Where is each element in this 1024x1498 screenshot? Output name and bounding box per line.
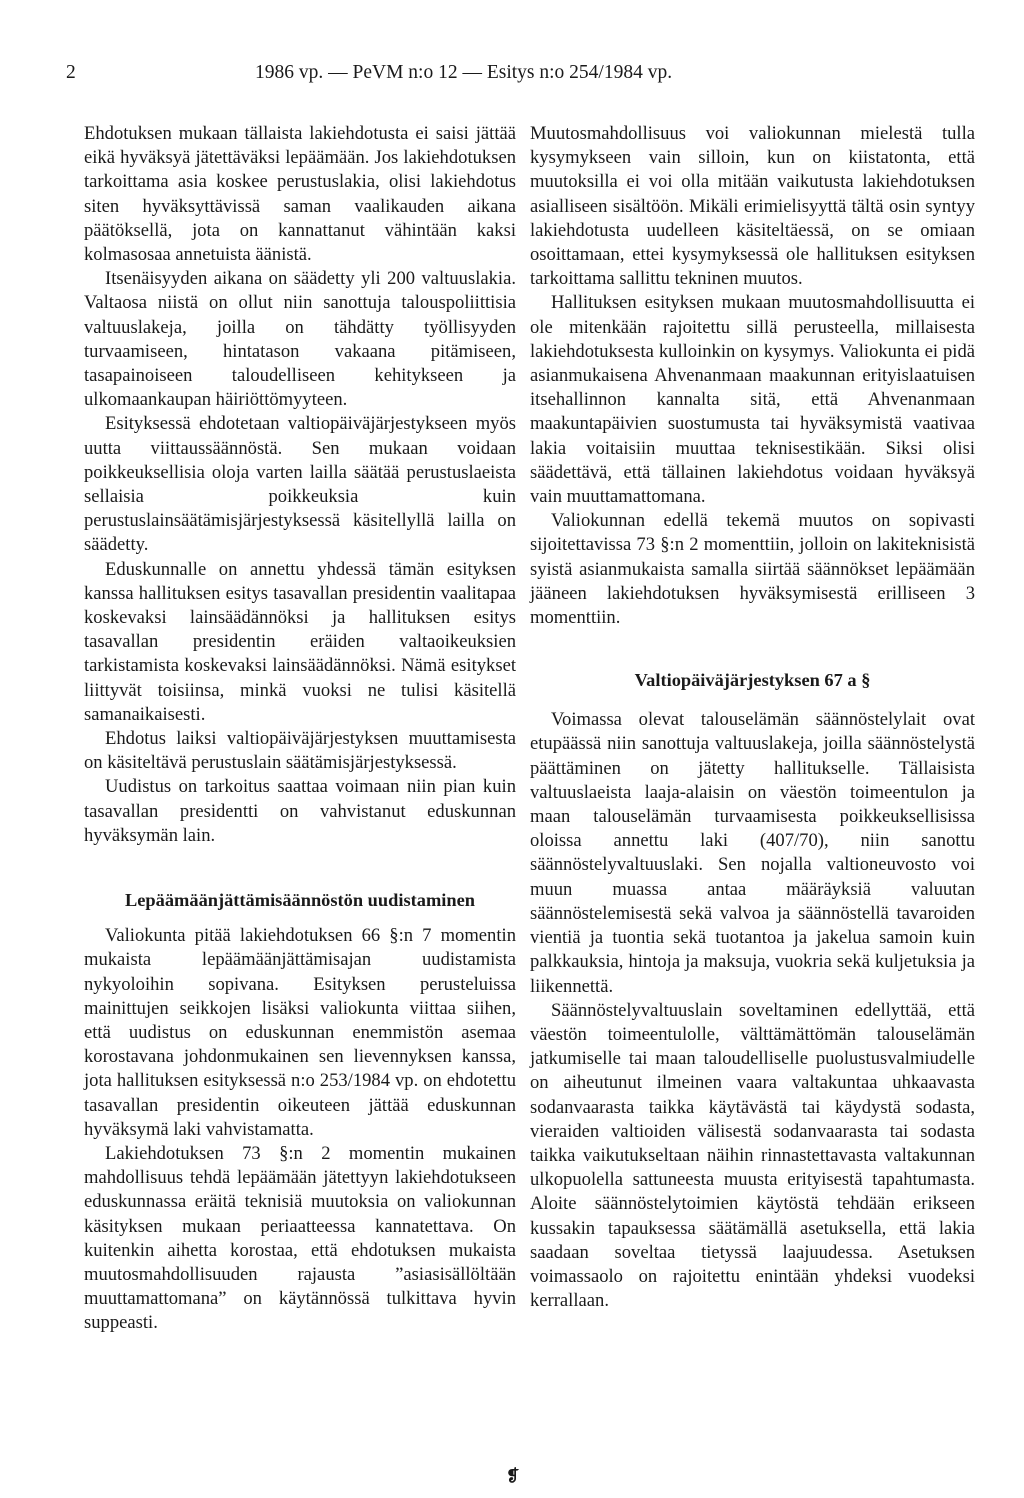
paragraph: Eduskunnalle on annettu yhdessä tämän esityksen kanssa hallituksen esitys tasavallan presidentin vaalitapaa koskevaksi lainsäädännöksi ja hallituksen esitys tasavallan presidentin eräiden valtaoikeuksien tarkistamista koskevaksi lainsäädännöksi. Nämä esitykset liittyvät toisiinsa, minkä vuoksi ne tulisi käsitellä samanaikaisesti. <box>84 558 516 725</box>
page-number: 2 <box>66 62 76 83</box>
paragraph: Itsenäisyyden aikana on säädetty yli 200 valtuuslakia. Valtaosa niistä on ollut niin sanottuja talouspoliittisia valtuuslakeja, joilla on tähdätty työllisyyden turvaamiseen, hintatason vakaana pitämiseen, tasapainoiseen taloudelliseen kehitykseen ja ulkomaankaupan häiriöttömyyteen. <box>84 268 516 411</box>
running-head: 1986 vp. — PeVM n:o 12 — Esitys n:o 254/1984 vp. <box>255 62 673 83</box>
paragraph: Muutosmahdollisuus voi valiokunnan mielestä tulla kysymykseen vain silloin, kun on kiistatonta, että muutoksilla ei voi olla mitään vaikutusta lakiehdotuksen asialliseen sisältöön. Mikäli erimielisyyttä tältä osin syntyy lakiehdotusta uudelleen käsiteltäessä, on se omiaan osoittamaan, ettei kysymyksessä ole hallituksen esityksen tarkoittama sallittu tekninen muutos. <box>530 123 975 290</box>
paragraph: Uudistus on tarkoitus saattaa voimaan niin pian kuin tasavallan presidentti on vahvistanut eduskunnan hyväksymän lain. <box>84 776 516 846</box>
paragraph: Hallituksen esityksen mukaan muutosmahdollisuutta ei ole mitenkään rajoitettu sillä perusteella, millaisesta lakiehdotuksesta kulloinkin on kysymys. Valiokunta ei pidä asianmukaisena Ahvenanmaan maakunnan erityislaatuisen itsehallinnon kannalta sitä, että Ahvenanmaan maakuntapäivien suostumusta tai hyväksymistä vaativaa lakia voitaisiin muuttaa teknisestikään. Siksi olisi säädettävä, että tällainen lakiehdotus voidaan hyväksyä vain muuttamattomana. <box>530 292 975 508</box>
paragraph: Voimassa olevat talouselämän säännöstelylait ovat etupäässä niin sanottuja valtuuslakeja, joilla säännöstelystä päättäminen on jätetty hallitukselle. Tällaisista valtuuslaeista laaja-alaisin on väestön toimeentulon ja maan talouselämän turvaamisesta poikkeuksellisissa oloissa annettu laki (407/70), niin sanottu säännöstelyvaltuuslaki. Sen nojalla valtioneuvosto voi muun muassa antaa määräyksiä valuutan säännöstelemisestä sekä valvoa ja säännöstellä tavaroiden vientiä ja tuontia sekä tuotantoa ja jakelua samoin kuin palkkauksia, hintoja ja maksuja, vuokria sekä kuljetuksia ja liikennettä. <box>530 709 975 997</box>
paragraph: Valiokunta pitää lakiehdotuksen 66 §:n 7 momentin mukaista lepäämäänjättämisajan uudistamista nykyoloihin sopivana. Esityksen perusteluissa mainittujen seikkojen lisäksi valiokunta viittaa siihen, että uudistus on eduskunnan enemmistön asemaa korostavana johdonmukainen sen lievennyksen kanssa, jota hallituksen esityksessä n:o 253/1984 vp. on ehdotettu tasavallan presidentin oikeuteen jättää eduskunnan hyväksymä laki vahvistamatta. <box>84 925 516 1140</box>
section-heading: Lepäämäänjättämisäännöstön uudistaminen <box>125 890 475 911</box>
page-header <box>0 58 1024 88</box>
left-column <box>84 122 516 1336</box>
paragraph: Ehdotus laiksi valtiopäiväjärjestyksen muuttamisesta on käsiteltävä perustuslain säätämisjärjestyksessä. <box>84 728 516 774</box>
paragraph: Ehdotuksen mukaan tällaista lakiehdotusta ei saisi jättää eikä hyväksyä jätettäväksi lepäämään. Jos lakiehdotuksen tarkoittama asia koskee perustuslakia, olisi lakiehdotus siten hyväksyttävissä saman vaalikauden aikana päätöksellä, jota on kannattanut vähintään kaksi kolmasosaa annetuista äänistä. <box>84 123 516 266</box>
section-heading: Valtiopäiväjärjestyksen 67 a § <box>634 670 871 691</box>
paragraph: Lakiehdotuksen 73 §:n 2 momentin mukainen mahdollisuus tehdä lepäämään jätettyyn lakiehdotukseen eduskunnassa eräitä teknisiä muutoksia on valiokunnan käsityksen mukaan periaatteessa kannatettava. On kuitenkin aihetta korostaa, että ehdotuksen mukaista muutosmahdollisuuden rajausta ”asiasisällöltään muuttamattomana” on käytännössä tulkittava hyvin suppeasti. <box>84 1142 516 1334</box>
paragraph: Valiokunnan edellä tekemä muutos on sopivasti sijoitettavissa 73 §:n 2 momenttiin, jolloin on lakiteknisistä syistä asianmukaista samalla siirtää säännökset lepäämään jääneen lakiehdotuksen hyväksymisestä erilliseen 3 momenttiin. <box>530 510 975 629</box>
paragraph: Esityksessä ehdotetaan valtiopäiväjärjestykseen myös uutta viittaussäännöstä. Sen mukaan voidaan poikkeuksellisia oloja varten lailla säätää perustuslaeista sellaisia poikkeuksia kuin perustuslainsäätämisjärjestyksessä käsitellyllä lailla on säädetty. <box>84 413 516 556</box>
footer-mark: ❡ <box>506 1468 520 1485</box>
paragraph: Säännöstelyvaltuuslain soveltaminen edellyttää, että väestön toimeentulolle, välttämättömän talouselämän jatkumiselle tai maan taloudelliselle puolustusvalmiudelle on aiheutunut ilmeinen vaara valtakuntaa uhkaavasta sodanvaarasta taikka käytävästä tai käydystä sodasta, vieraiden valtioiden välisestä sodanvaarasta tai sodasta taikka vaikutukseltaan näihin rinnastettavasta valtakunnan ulkopuolella sattuneesta muusta erityisestä tapahtumasta. Aloite säännöstelytoimien käytöstä tehdään erikseen kussakin tapauksessa säätämällä asetuksella, että lakia saadaan soveltaa tietyssä laajuudessa. Asetuksen voimassaolo on rajoitettu enintään yhdeksi vuodeksi kerrallaan. <box>530 999 975 1312</box>
right-column <box>530 122 975 1313</box>
